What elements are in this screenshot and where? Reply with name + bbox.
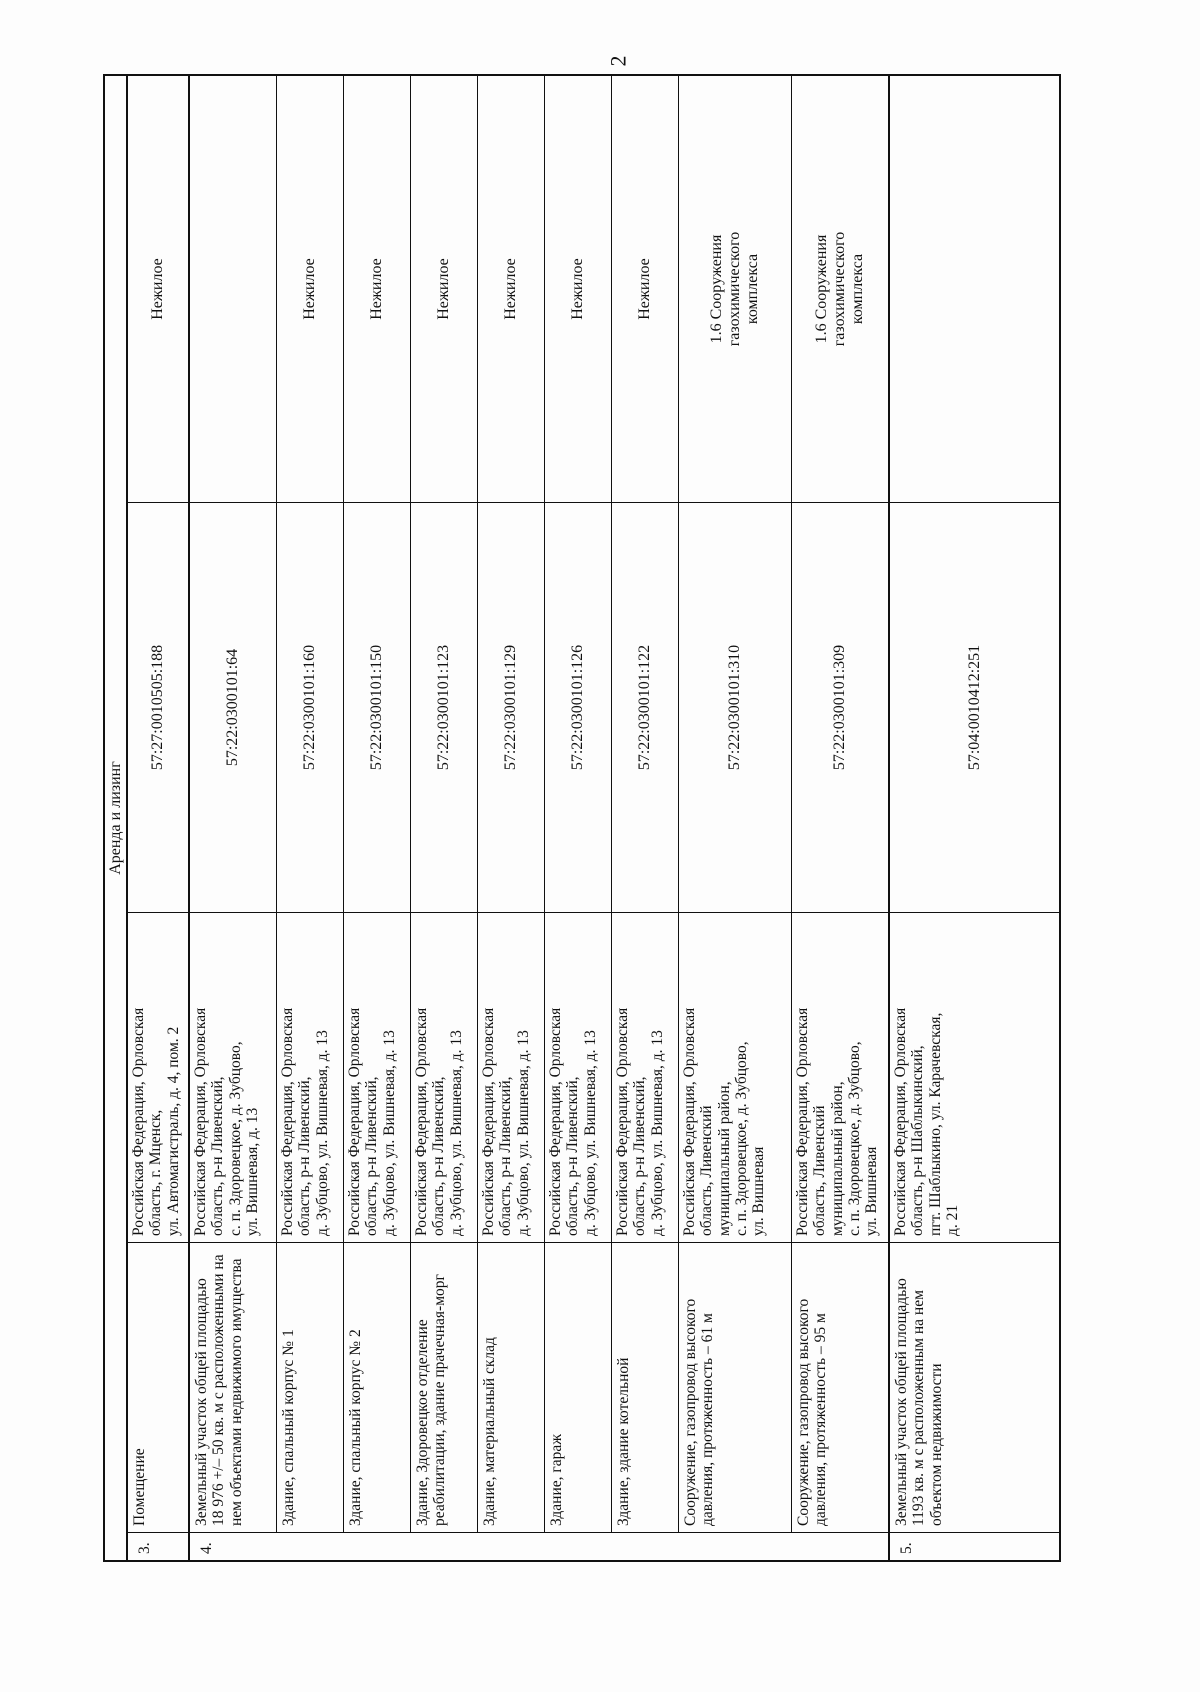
object-name: Земельный участок общей площадью 1193 кв. м с расположенным на нем объектом недвижимости: [890, 1242, 1059, 1532]
object-name: Сооружение, газопровод высокого давления, протяженность – 61 м: [679, 1242, 791, 1532]
table-row: [190, 74, 890, 1562]
table-subrow: [277, 76, 344, 1532]
object-address: Российская Федерация, Орловская область, р-н Ливенский, д. Зубцово, ул. Вишневая, д. 13: [277, 912, 343, 1242]
object-purpose: [190, 76, 276, 502]
table-row: [890, 74, 1061, 1562]
cadastral-number: 57:22:0300101:122: [612, 502, 678, 912]
object-address: Российская Федерация, Орловская область, р-н Ливенский, д. Зубцово, ул. Вишневая, д. 13: [612, 912, 678, 1242]
table-subrow: [890, 76, 1059, 1532]
cadastral-number: 57:04:0010412:251: [890, 502, 1059, 912]
object-purpose: Нежилое: [502, 258, 520, 320]
object-purpose: Нежилое: [301, 258, 319, 320]
row-items: [890, 76, 1059, 1532]
section-title: Аренда и лизинг: [103, 74, 128, 1562]
table-subrow: [411, 76, 478, 1532]
cadastral-number: 57:22:0300101:64: [190, 502, 276, 912]
cadastral-number: 57:27:0010505:188: [128, 502, 188, 912]
cadastral-number: 57:22:0300101:150: [344, 502, 410, 912]
table-body: [128, 74, 1061, 1562]
row-number: 4.: [190, 1532, 888, 1560]
object-purpose: 1.6 Сооружения газохимического комплекса: [813, 231, 866, 347]
table-subrow: [545, 76, 612, 1532]
cadastral-number: 57:22:0300101:309: [792, 502, 888, 912]
cadastral-number: 57:22:0300101:310: [679, 502, 791, 912]
table-subrow: [679, 76, 792, 1532]
table-subrow: [478, 76, 545, 1532]
object-name: Здание, материальный склад: [478, 1242, 544, 1532]
cadastral-number: 57:22:0300101:123: [411, 502, 477, 912]
object-address: Российская Федерация, Орловская область, р-н Ливенский, с. п. Здоровецкое, д. Зубцово, ул. Вишневая, д. 13: [190, 912, 276, 1242]
object-address: Российская Федерация, Орловская область, р-н Ливенский, д. Зубцово, ул. Вишневая, д. 13: [545, 912, 611, 1242]
object-purpose: 1.6 Сооружения газохимического комплекса: [708, 231, 761, 347]
row-number: 3.: [128, 1532, 188, 1560]
object-purpose: [890, 76, 1059, 502]
object-name: Здание, спальный корпус № 2: [344, 1242, 410, 1532]
object-purpose: Нежилое: [435, 258, 453, 320]
table-subrow: [344, 76, 411, 1532]
object-address: Российская Федерация, Орловская область, Ливенский муниципальный район, с. п. Здоровецкое, д. Зубцово, ул. Вишневая: [792, 912, 888, 1242]
object-name: Сооружение, газопровод высокого давления, протяженность – 95 м: [792, 1242, 888, 1532]
object-name: Помещение: [128, 1242, 188, 1532]
object-purpose: Нежилое: [149, 258, 167, 320]
object-address: Российская Федерация, Орловская область, р-н Ливенский, д. Зубцово, ул. Вишневая, д. 13: [411, 912, 477, 1242]
row-items: [190, 76, 888, 1532]
object-address: Российская Федерация, Орловская область, р-н Ливенский, д. Зубцово, ул. Вишневая, д. 13: [344, 912, 410, 1242]
table-subrow: [190, 76, 277, 1532]
table-row: [128, 74, 190, 1562]
object-name: Земельный участок общей площадью 18 976 +/– 50 кв. м с расположенными на нем объектами недвижимого имущества: [190, 1242, 276, 1532]
object-purpose: Нежилое: [368, 258, 386, 320]
object-address: Российская Федерация, Орловская область, р-н Ливенский, д. Зубцово, ул. Вишневая, д. 13: [478, 912, 544, 1242]
object-purpose: Нежилое: [569, 258, 587, 320]
cadastral-number: 57:22:0300101:160: [277, 502, 343, 912]
object-name: Здание, спальный корпус № 1: [277, 1242, 343, 1532]
object-address: Российская Федерация, Орловская область, г. Мценск, ул. Автомагистраль, д. 4, пом. 2: [128, 912, 188, 1242]
property-table: [103, 74, 1061, 1562]
table-subrow: [128, 76, 188, 1532]
object-name: Здание, здание котельной: [612, 1242, 678, 1532]
cadastral-number: 57:22:0300101:129: [478, 502, 544, 912]
object-address: Российская Федерация, Орловская область, Ливенский муниципальный район, с. п. Здоровецкое, д. Зубцово, ул. Вишневая: [679, 912, 791, 1242]
page-number-text: 2: [605, 55, 630, 67]
object-name: Здание, гараж: [545, 1242, 611, 1532]
row-items: [128, 76, 188, 1532]
object-purpose: Нежилое: [636, 258, 654, 320]
table-subrow: [792, 76, 888, 1532]
table-subrow: [612, 76, 679, 1532]
object-name: Здание, Здоровецкое отделение реабилитации, здание прачечная-морг: [411, 1242, 477, 1532]
cadastral-number: 57:22:0300101:126: [545, 502, 611, 912]
row-number: 5.: [890, 1532, 1059, 1560]
object-address: Российская Федерация, Орловская область, р-н Шаблыкинский, пгт. Шаблыкино, ул. Карачевская, д. 21: [890, 912, 1059, 1242]
